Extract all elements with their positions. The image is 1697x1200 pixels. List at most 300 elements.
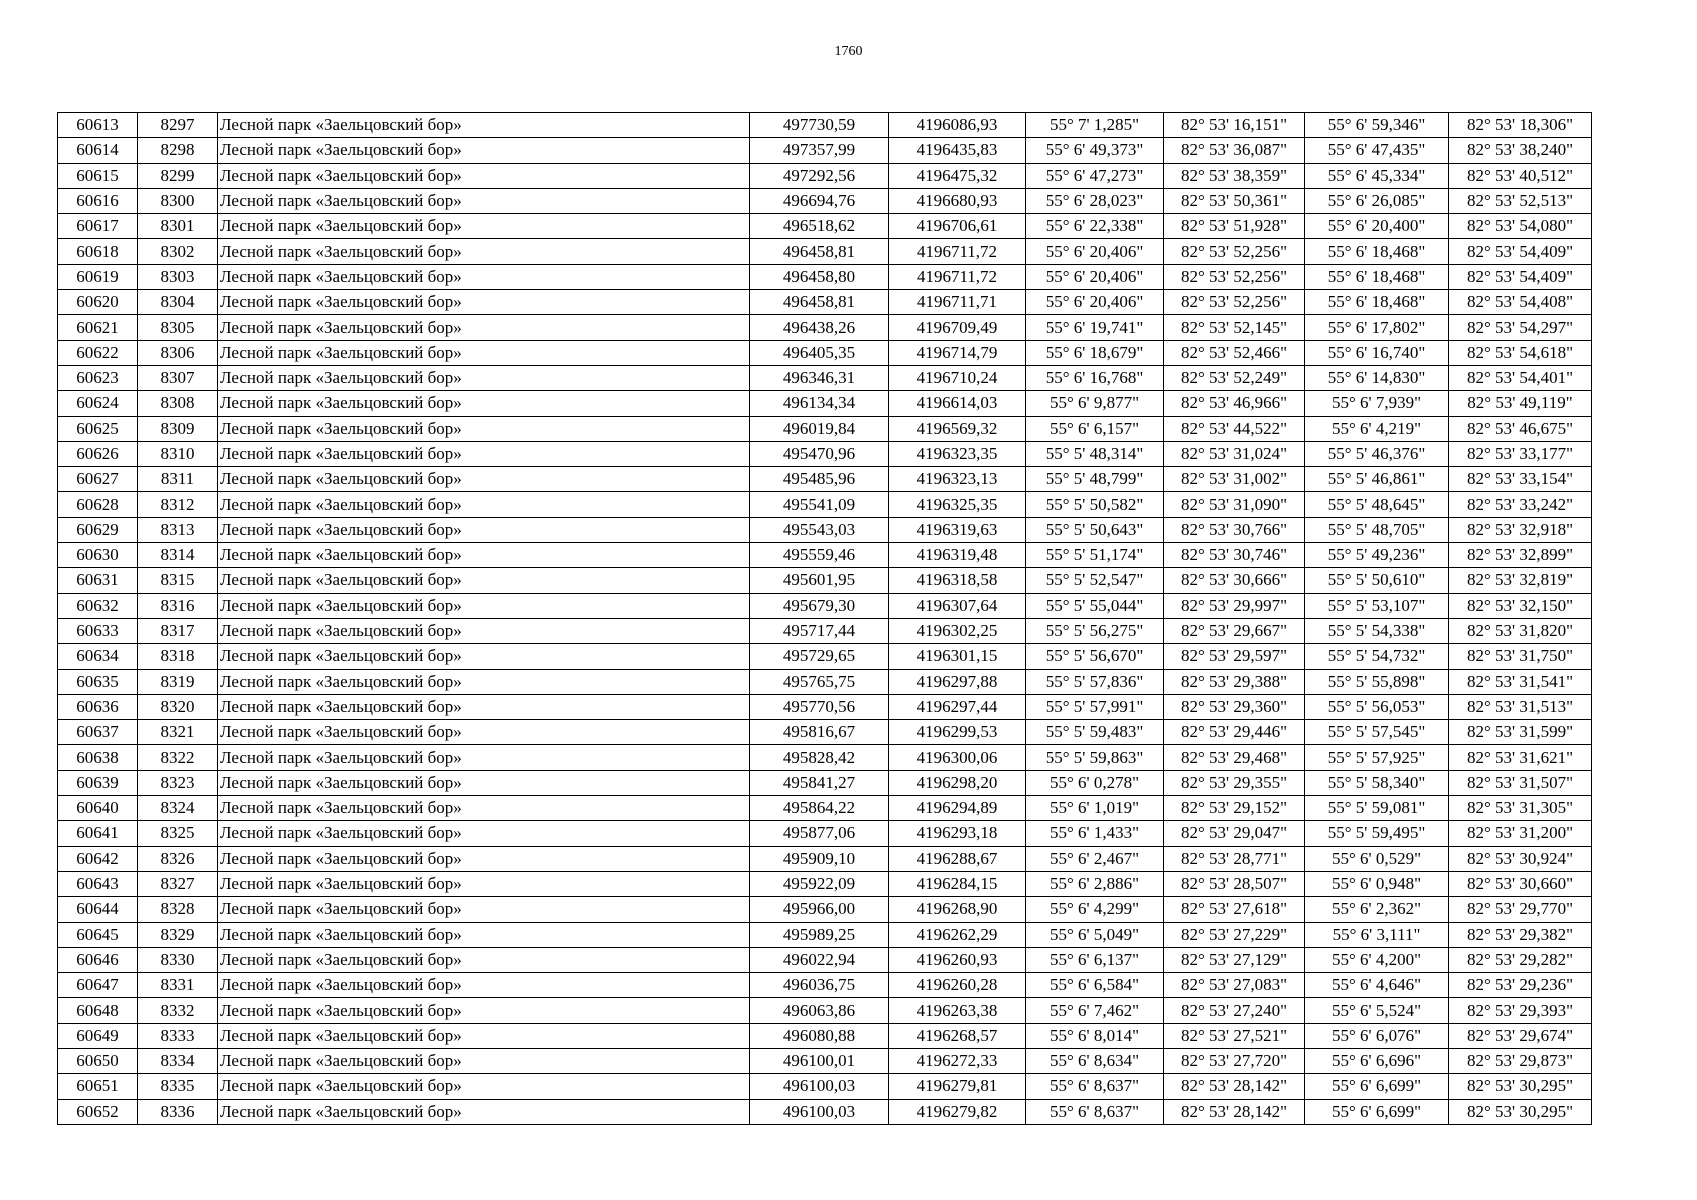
point-number-cell: 8327 bbox=[138, 871, 218, 896]
longitude-cell: 82° 53' 29,997" bbox=[1164, 593, 1305, 618]
latitude-cell: 55° 5' 59,863" bbox=[1026, 745, 1164, 770]
y-coordinate-cell: 4196298,20 bbox=[889, 770, 1026, 795]
longitude-wgs-cell: 82° 53' 29,382" bbox=[1449, 922, 1592, 947]
longitude-cell: 82° 53' 46,966" bbox=[1164, 391, 1305, 416]
longitude-wgs-cell: 82° 53' 31,750" bbox=[1449, 644, 1592, 669]
table-row bbox=[58, 897, 1592, 922]
longitude-wgs-cell: 82° 53' 30,660" bbox=[1449, 871, 1592, 896]
x-coordinate-cell: 496019,84 bbox=[750, 416, 889, 441]
y-coordinate-cell: 4196710,24 bbox=[889, 365, 1026, 390]
point-number-cell: 8304 bbox=[138, 290, 218, 315]
x-coordinate-cell: 495765,75 bbox=[750, 669, 889, 694]
latitude-wgs-cell: 55° 5' 54,338" bbox=[1305, 618, 1449, 643]
point-number-cell: 8330 bbox=[138, 947, 218, 972]
longitude-wgs-cell: 82° 53' 33,177" bbox=[1449, 441, 1592, 466]
point-number-cell: 8323 bbox=[138, 770, 218, 795]
latitude-wgs-cell: 55° 5' 57,545" bbox=[1305, 720, 1449, 745]
latitude-cell: 55° 6' 16,768" bbox=[1026, 365, 1164, 390]
table-row bbox=[58, 821, 1592, 846]
longitude-cell: 82° 53' 52,466" bbox=[1164, 340, 1305, 365]
latitude-cell: 55° 5' 57,836" bbox=[1026, 669, 1164, 694]
latitude-wgs-cell: 55° 5' 58,340" bbox=[1305, 770, 1449, 795]
row-number-cell: 60632 bbox=[58, 593, 138, 618]
y-coordinate-cell: 4196293,18 bbox=[889, 821, 1026, 846]
longitude-cell: 82° 53' 30,766" bbox=[1164, 517, 1305, 542]
longitude-cell: 82° 53' 30,666" bbox=[1164, 568, 1305, 593]
latitude-cell: 55° 6' 49,373" bbox=[1026, 138, 1164, 163]
latitude-cell: 55° 6' 20,406" bbox=[1026, 239, 1164, 264]
point-number-cell: 8301 bbox=[138, 214, 218, 239]
longitude-cell: 82° 53' 28,142" bbox=[1164, 1099, 1305, 1124]
longitude-wgs-cell: 82° 53' 38,240" bbox=[1449, 138, 1592, 163]
longitude-cell: 82° 53' 28,142" bbox=[1164, 1074, 1305, 1099]
x-coordinate-cell: 496100,03 bbox=[750, 1099, 889, 1124]
row-number-cell: 60637 bbox=[58, 720, 138, 745]
y-coordinate-cell: 4196323,13 bbox=[889, 467, 1026, 492]
latitude-wgs-cell: 55° 6' 20,400" bbox=[1305, 214, 1449, 239]
x-coordinate-cell: 496100,03 bbox=[750, 1074, 889, 1099]
y-coordinate-cell: 4196279,82 bbox=[889, 1099, 1026, 1124]
latitude-wgs-cell: 55° 6' 14,830" bbox=[1305, 365, 1449, 390]
point-number-cell: 8322 bbox=[138, 745, 218, 770]
point-number-cell: 8334 bbox=[138, 1048, 218, 1073]
latitude-wgs-cell: 55° 5' 53,107" bbox=[1305, 593, 1449, 618]
y-coordinate-cell: 4196297,88 bbox=[889, 669, 1026, 694]
latitude-cell: 55° 6' 8,634" bbox=[1026, 1048, 1164, 1073]
name-cell: Лесной парк «Заельцовский бор» bbox=[218, 796, 750, 821]
longitude-cell: 82° 53' 16,151" bbox=[1164, 113, 1305, 138]
table-row bbox=[58, 694, 1592, 719]
point-number-cell: 8297 bbox=[138, 113, 218, 138]
longitude-cell: 82° 53' 27,229" bbox=[1164, 922, 1305, 947]
latitude-cell: 55° 6' 8,637" bbox=[1026, 1074, 1164, 1099]
latitude-cell: 55° 6' 8,637" bbox=[1026, 1099, 1164, 1124]
latitude-cell: 55° 6' 4,299" bbox=[1026, 897, 1164, 922]
y-coordinate-cell: 4196300,06 bbox=[889, 745, 1026, 770]
longitude-wgs-cell: 82° 53' 32,819" bbox=[1449, 568, 1592, 593]
latitude-wgs-cell: 55° 6' 5,524" bbox=[1305, 998, 1449, 1023]
latitude-cell: 55° 6' 6,584" bbox=[1026, 973, 1164, 998]
row-number-cell: 60651 bbox=[58, 1074, 138, 1099]
latitude-wgs-cell: 55° 5' 46,376" bbox=[1305, 441, 1449, 466]
y-coordinate-cell: 4196709,49 bbox=[889, 315, 1026, 340]
latitude-cell: 55° 6' 2,886" bbox=[1026, 871, 1164, 896]
longitude-wgs-cell: 82° 53' 31,507" bbox=[1449, 770, 1592, 795]
y-coordinate-cell: 4196279,81 bbox=[889, 1074, 1026, 1099]
latitude-wgs-cell: 55° 6' 0,948" bbox=[1305, 871, 1449, 896]
longitude-cell: 82° 53' 29,446" bbox=[1164, 720, 1305, 745]
x-coordinate-cell: 496063,86 bbox=[750, 998, 889, 1023]
table-row bbox=[58, 163, 1592, 188]
name-cell: Лесной парк «Заельцовский бор» bbox=[218, 264, 750, 289]
x-coordinate-cell: 495485,96 bbox=[750, 467, 889, 492]
y-coordinate-cell: 4196475,32 bbox=[889, 163, 1026, 188]
latitude-wgs-cell: 55° 6' 18,468" bbox=[1305, 239, 1449, 264]
row-number-cell: 60649 bbox=[58, 1023, 138, 1048]
longitude-cell: 82° 53' 51,928" bbox=[1164, 214, 1305, 239]
table-row bbox=[58, 517, 1592, 542]
latitude-wgs-cell: 55° 5' 49,236" bbox=[1305, 543, 1449, 568]
table-row bbox=[58, 467, 1592, 492]
longitude-wgs-cell: 82° 53' 32,899" bbox=[1449, 543, 1592, 568]
row-number-cell: 60622 bbox=[58, 340, 138, 365]
longitude-cell: 82° 53' 27,240" bbox=[1164, 998, 1305, 1023]
point-number-cell: 8311 bbox=[138, 467, 218, 492]
longitude-cell: 82° 53' 29,667" bbox=[1164, 618, 1305, 643]
name-cell: Лесной парк «Заельцовский бор» bbox=[218, 441, 750, 466]
row-number-cell: 60626 bbox=[58, 441, 138, 466]
longitude-cell: 82° 53' 31,090" bbox=[1164, 492, 1305, 517]
y-coordinate-cell: 4196288,67 bbox=[889, 846, 1026, 871]
latitude-cell: 55° 6' 1,433" bbox=[1026, 821, 1164, 846]
x-coordinate-cell: 495909,10 bbox=[750, 846, 889, 871]
longitude-wgs-cell: 82° 53' 29,873" bbox=[1449, 1048, 1592, 1073]
name-cell: Лесной парк «Заельцовский бор» bbox=[218, 998, 750, 1023]
table-row bbox=[58, 214, 1592, 239]
name-cell: Лесной парк «Заельцовский бор» bbox=[218, 138, 750, 163]
name-cell: Лесной парк «Заельцовский бор» bbox=[218, 391, 750, 416]
latitude-wgs-cell: 55° 5' 59,495" bbox=[1305, 821, 1449, 846]
x-coordinate-cell: 495470,96 bbox=[750, 441, 889, 466]
longitude-wgs-cell: 82° 53' 30,924" bbox=[1449, 846, 1592, 871]
point-number-cell: 8305 bbox=[138, 315, 218, 340]
table-row bbox=[58, 113, 1592, 138]
y-coordinate-cell: 4196268,90 bbox=[889, 897, 1026, 922]
table-row bbox=[58, 1048, 1592, 1073]
longitude-cell: 82° 53' 28,507" bbox=[1164, 871, 1305, 896]
row-number-cell: 60634 bbox=[58, 644, 138, 669]
longitude-wgs-cell: 82° 53' 31,305" bbox=[1449, 796, 1592, 821]
latitude-cell: 55° 5' 51,174" bbox=[1026, 543, 1164, 568]
x-coordinate-cell: 496694,76 bbox=[750, 188, 889, 213]
point-number-cell: 8309 bbox=[138, 416, 218, 441]
table-row bbox=[58, 290, 1592, 315]
latitude-cell: 55° 6' 19,741" bbox=[1026, 315, 1164, 340]
table-row bbox=[58, 441, 1592, 466]
y-coordinate-cell: 4196325,35 bbox=[889, 492, 1026, 517]
longitude-wgs-cell: 82° 53' 30,295" bbox=[1449, 1074, 1592, 1099]
x-coordinate-cell: 495541,09 bbox=[750, 492, 889, 517]
longitude-cell: 82° 53' 29,468" bbox=[1164, 745, 1305, 770]
point-number-cell: 8300 bbox=[138, 188, 218, 213]
table-row bbox=[58, 593, 1592, 618]
row-number-cell: 60646 bbox=[58, 947, 138, 972]
table-row bbox=[58, 568, 1592, 593]
longitude-wgs-cell: 82° 53' 31,200" bbox=[1449, 821, 1592, 846]
row-number-cell: 60647 bbox=[58, 973, 138, 998]
latitude-cell: 55° 5' 56,275" bbox=[1026, 618, 1164, 643]
latitude-wgs-cell: 55° 6' 7,939" bbox=[1305, 391, 1449, 416]
point-number-cell: 8313 bbox=[138, 517, 218, 542]
name-cell: Лесной парк «Заельцовский бор» bbox=[218, 239, 750, 264]
table-row bbox=[58, 947, 1592, 972]
row-number-cell: 60625 bbox=[58, 416, 138, 441]
y-coordinate-cell: 4196307,64 bbox=[889, 593, 1026, 618]
table-body bbox=[58, 113, 1592, 1125]
latitude-wgs-cell: 55° 6' 0,529" bbox=[1305, 846, 1449, 871]
latitude-cell: 55° 5' 48,799" bbox=[1026, 467, 1164, 492]
point-number-cell: 8302 bbox=[138, 239, 218, 264]
name-cell: Лесной парк «Заельцовский бор» bbox=[218, 1048, 750, 1073]
name-cell: Лесной парк «Заельцовский бор» bbox=[218, 1099, 750, 1124]
x-coordinate-cell: 496458,80 bbox=[750, 264, 889, 289]
latitude-wgs-cell: 55° 6' 6,699" bbox=[1305, 1099, 1449, 1124]
table-row bbox=[58, 1023, 1592, 1048]
longitude-cell: 82° 53' 52,145" bbox=[1164, 315, 1305, 340]
table-row bbox=[58, 365, 1592, 390]
table-row bbox=[58, 264, 1592, 289]
latitude-cell: 55° 6' 9,877" bbox=[1026, 391, 1164, 416]
name-cell: Лесной парк «Заельцовский бор» bbox=[218, 871, 750, 896]
latitude-cell: 55° 6' 0,278" bbox=[1026, 770, 1164, 795]
longitude-cell: 82° 53' 38,359" bbox=[1164, 163, 1305, 188]
y-coordinate-cell: 4196299,53 bbox=[889, 720, 1026, 745]
latitude-cell: 55° 5' 56,670" bbox=[1026, 644, 1164, 669]
point-number-cell: 8331 bbox=[138, 973, 218, 998]
latitude-wgs-cell: 55° 6' 59,346" bbox=[1305, 113, 1449, 138]
longitude-cell: 82° 53' 31,024" bbox=[1164, 441, 1305, 466]
longitude-wgs-cell: 82° 53' 31,621" bbox=[1449, 745, 1592, 770]
latitude-wgs-cell: 55° 6' 45,334" bbox=[1305, 163, 1449, 188]
latitude-cell: 55° 5' 57,991" bbox=[1026, 694, 1164, 719]
row-number-cell: 60643 bbox=[58, 871, 138, 896]
row-number-cell: 60633 bbox=[58, 618, 138, 643]
name-cell: Лесной парк «Заельцовский бор» bbox=[218, 568, 750, 593]
point-number-cell: 8307 bbox=[138, 365, 218, 390]
latitude-wgs-cell: 55° 5' 55,898" bbox=[1305, 669, 1449, 694]
longitude-cell: 82° 53' 29,152" bbox=[1164, 796, 1305, 821]
longitude-cell: 82° 53' 31,002" bbox=[1164, 467, 1305, 492]
latitude-cell: 55° 7' 1,285" bbox=[1026, 113, 1164, 138]
longitude-wgs-cell: 82° 53' 49,119" bbox=[1449, 391, 1592, 416]
row-number-cell: 60645 bbox=[58, 922, 138, 947]
y-coordinate-cell: 4196319,48 bbox=[889, 543, 1026, 568]
y-coordinate-cell: 4196711,72 bbox=[889, 239, 1026, 264]
y-coordinate-cell: 4196319,63 bbox=[889, 517, 1026, 542]
y-coordinate-cell: 4196323,35 bbox=[889, 441, 1026, 466]
latitude-wgs-cell: 55° 5' 48,705" bbox=[1305, 517, 1449, 542]
point-number-cell: 8312 bbox=[138, 492, 218, 517]
point-number-cell: 8329 bbox=[138, 922, 218, 947]
latitude-wgs-cell: 55° 5' 59,081" bbox=[1305, 796, 1449, 821]
name-cell: Лесной парк «Заельцовский бор» bbox=[218, 770, 750, 795]
table-row bbox=[58, 770, 1592, 795]
longitude-wgs-cell: 82° 53' 29,674" bbox=[1449, 1023, 1592, 1048]
x-coordinate-cell: 495559,46 bbox=[750, 543, 889, 568]
table-row bbox=[58, 416, 1592, 441]
name-cell: Лесной парк «Заельцовский бор» bbox=[218, 214, 750, 239]
row-number-cell: 60640 bbox=[58, 796, 138, 821]
longitude-cell: 82° 53' 29,597" bbox=[1164, 644, 1305, 669]
x-coordinate-cell: 497357,99 bbox=[750, 138, 889, 163]
x-coordinate-cell: 495543,03 bbox=[750, 517, 889, 542]
latitude-wgs-cell: 55° 5' 54,732" bbox=[1305, 644, 1449, 669]
point-number-cell: 8320 bbox=[138, 694, 218, 719]
table-row bbox=[58, 973, 1592, 998]
point-number-cell: 8324 bbox=[138, 796, 218, 821]
name-cell: Лесной парк «Заельцовский бор» bbox=[218, 467, 750, 492]
latitude-wgs-cell: 55° 6' 4,200" bbox=[1305, 947, 1449, 972]
longitude-cell: 82° 53' 50,361" bbox=[1164, 188, 1305, 213]
name-cell: Лесной парк «Заельцовский бор» bbox=[218, 720, 750, 745]
row-number-cell: 60631 bbox=[58, 568, 138, 593]
longitude-cell: 82° 53' 52,249" bbox=[1164, 365, 1305, 390]
y-coordinate-cell: 4196260,93 bbox=[889, 947, 1026, 972]
y-coordinate-cell: 4196263,38 bbox=[889, 998, 1026, 1023]
row-number-cell: 60613 bbox=[58, 113, 138, 138]
x-coordinate-cell: 495717,44 bbox=[750, 618, 889, 643]
longitude-cell: 82° 53' 27,083" bbox=[1164, 973, 1305, 998]
row-number-cell: 60620 bbox=[58, 290, 138, 315]
row-number-cell: 60644 bbox=[58, 897, 138, 922]
row-number-cell: 60621 bbox=[58, 315, 138, 340]
latitude-wgs-cell: 55° 6' 16,740" bbox=[1305, 340, 1449, 365]
x-coordinate-cell: 496518,62 bbox=[750, 214, 889, 239]
name-cell: Лесной парк «Заельцовский бор» bbox=[218, 846, 750, 871]
name-cell: Лесной парк «Заельцовский бор» bbox=[218, 947, 750, 972]
row-number-cell: 60650 bbox=[58, 1048, 138, 1073]
table-row bbox=[58, 998, 1592, 1023]
y-coordinate-cell: 4196262,29 bbox=[889, 922, 1026, 947]
longitude-cell: 82° 53' 52,256" bbox=[1164, 239, 1305, 264]
row-number-cell: 60641 bbox=[58, 821, 138, 846]
x-coordinate-cell: 495966,00 bbox=[750, 897, 889, 922]
table-row bbox=[58, 720, 1592, 745]
longitude-wgs-cell: 82° 53' 31,513" bbox=[1449, 694, 1592, 719]
x-coordinate-cell: 495864,22 bbox=[750, 796, 889, 821]
y-coordinate-cell: 4196260,28 bbox=[889, 973, 1026, 998]
row-number-cell: 60627 bbox=[58, 467, 138, 492]
y-coordinate-cell: 4196714,79 bbox=[889, 340, 1026, 365]
name-cell: Лесной парк «Заельцовский бор» bbox=[218, 593, 750, 618]
y-coordinate-cell: 4196297,44 bbox=[889, 694, 1026, 719]
longitude-cell: 82° 53' 52,256" bbox=[1164, 290, 1305, 315]
point-number-cell: 8325 bbox=[138, 821, 218, 846]
table-row bbox=[58, 543, 1592, 568]
longitude-wgs-cell: 82° 53' 30,295" bbox=[1449, 1099, 1592, 1124]
name-cell: Лесной парк «Заельцовский бор» bbox=[218, 113, 750, 138]
table-row bbox=[58, 796, 1592, 821]
name-cell: Лесной парк «Заельцовский бор» bbox=[218, 416, 750, 441]
name-cell: Лесной парк «Заельцовский бор» bbox=[218, 821, 750, 846]
latitude-wgs-cell: 55° 5' 56,053" bbox=[1305, 694, 1449, 719]
y-coordinate-cell: 4196294,89 bbox=[889, 796, 1026, 821]
longitude-wgs-cell: 82° 53' 31,599" bbox=[1449, 720, 1592, 745]
table-row bbox=[58, 1074, 1592, 1099]
latitude-wgs-cell: 55° 6' 6,699" bbox=[1305, 1074, 1449, 1099]
row-number-cell: 60629 bbox=[58, 517, 138, 542]
longitude-wgs-cell: 82° 53' 54,401" bbox=[1449, 365, 1592, 390]
y-coordinate-cell: 4196318,58 bbox=[889, 568, 1026, 593]
point-number-cell: 8336 bbox=[138, 1099, 218, 1124]
longitude-cell: 82° 53' 29,355" bbox=[1164, 770, 1305, 795]
name-cell: Лесной парк «Заельцовский бор» bbox=[218, 290, 750, 315]
table-row bbox=[58, 391, 1592, 416]
table-row bbox=[58, 492, 1592, 517]
latitude-wgs-cell: 55° 6' 3,111" bbox=[1305, 922, 1449, 947]
latitude-cell: 55° 5' 50,643" bbox=[1026, 517, 1164, 542]
row-number-cell: 60623 bbox=[58, 365, 138, 390]
row-number-cell: 60652 bbox=[58, 1099, 138, 1124]
x-coordinate-cell: 496100,01 bbox=[750, 1048, 889, 1073]
row-number-cell: 60614 bbox=[58, 138, 138, 163]
y-coordinate-cell: 4196435,83 bbox=[889, 138, 1026, 163]
y-coordinate-cell: 4196711,72 bbox=[889, 264, 1026, 289]
row-number-cell: 60630 bbox=[58, 543, 138, 568]
table-row bbox=[58, 315, 1592, 340]
x-coordinate-cell: 496458,81 bbox=[750, 290, 889, 315]
row-number-cell: 60636 bbox=[58, 694, 138, 719]
longitude-wgs-cell: 82° 53' 29,282" bbox=[1449, 947, 1592, 972]
longitude-cell: 82° 53' 30,746" bbox=[1164, 543, 1305, 568]
longitude-cell: 82° 53' 27,129" bbox=[1164, 947, 1305, 972]
x-coordinate-cell: 497292,56 bbox=[750, 163, 889, 188]
x-coordinate-cell: 495877,06 bbox=[750, 821, 889, 846]
latitude-wgs-cell: 55° 5' 50,610" bbox=[1305, 568, 1449, 593]
x-coordinate-cell: 496405,35 bbox=[750, 340, 889, 365]
x-coordinate-cell: 496458,81 bbox=[750, 239, 889, 264]
longitude-wgs-cell: 82° 53' 29,393" bbox=[1449, 998, 1592, 1023]
name-cell: Лесной парк «Заельцовский бор» bbox=[218, 188, 750, 213]
longitude-wgs-cell: 82° 53' 54,080" bbox=[1449, 214, 1592, 239]
latitude-wgs-cell: 55° 6' 17,802" bbox=[1305, 315, 1449, 340]
longitude-cell: 82° 53' 29,360" bbox=[1164, 694, 1305, 719]
point-number-cell: 8298 bbox=[138, 138, 218, 163]
point-number-cell: 8326 bbox=[138, 846, 218, 871]
longitude-cell: 82° 53' 44,522" bbox=[1164, 416, 1305, 441]
name-cell: Лесной парк «Заельцовский бор» bbox=[218, 543, 750, 568]
point-number-cell: 8316 bbox=[138, 593, 218, 618]
latitude-wgs-cell: 55° 6' 6,076" bbox=[1305, 1023, 1449, 1048]
latitude-wgs-cell: 55° 6' 2,362" bbox=[1305, 897, 1449, 922]
table-row bbox=[58, 188, 1592, 213]
latitude-wgs-cell: 55° 6' 18,468" bbox=[1305, 264, 1449, 289]
point-number-cell: 8314 bbox=[138, 543, 218, 568]
name-cell: Лесной парк «Заельцовский бор» bbox=[218, 897, 750, 922]
name-cell: Лесной парк «Заельцовский бор» bbox=[218, 644, 750, 669]
longitude-wgs-cell: 82° 53' 33,154" bbox=[1449, 467, 1592, 492]
latitude-cell: 55° 5' 48,314" bbox=[1026, 441, 1164, 466]
longitude-wgs-cell: 82° 53' 29,770" bbox=[1449, 897, 1592, 922]
longitude-wgs-cell: 82° 53' 31,541" bbox=[1449, 669, 1592, 694]
latitude-wgs-cell: 55° 6' 6,696" bbox=[1305, 1048, 1449, 1073]
y-coordinate-cell: 4196569,32 bbox=[889, 416, 1026, 441]
latitude-cell: 55° 6' 5,049" bbox=[1026, 922, 1164, 947]
x-coordinate-cell: 496022,94 bbox=[750, 947, 889, 972]
point-number-cell: 8310 bbox=[138, 441, 218, 466]
y-coordinate-cell: 4196301,15 bbox=[889, 644, 1026, 669]
longitude-wgs-cell: 82° 53' 46,675" bbox=[1449, 416, 1592, 441]
latitude-cell: 55° 6' 2,467" bbox=[1026, 846, 1164, 871]
row-number-cell: 60628 bbox=[58, 492, 138, 517]
y-coordinate-cell: 4196268,57 bbox=[889, 1023, 1026, 1048]
y-coordinate-cell: 4196302,25 bbox=[889, 618, 1026, 643]
name-cell: Лесной парк «Заельцовский бор» bbox=[218, 492, 750, 517]
y-coordinate-cell: 4196086,93 bbox=[889, 113, 1026, 138]
row-number-cell: 60618 bbox=[58, 239, 138, 264]
latitude-wgs-cell: 55° 6' 18,468" bbox=[1305, 290, 1449, 315]
table-row bbox=[58, 340, 1592, 365]
latitude-cell: 55° 5' 55,044" bbox=[1026, 593, 1164, 618]
longitude-wgs-cell: 82° 53' 33,242" bbox=[1449, 492, 1592, 517]
name-cell: Лесной парк «Заельцовский бор» bbox=[218, 163, 750, 188]
longitude-cell: 82° 53' 36,087" bbox=[1164, 138, 1305, 163]
table-row bbox=[58, 239, 1592, 264]
x-coordinate-cell: 495729,65 bbox=[750, 644, 889, 669]
point-number-cell: 8319 bbox=[138, 669, 218, 694]
latitude-cell: 55° 6' 47,273" bbox=[1026, 163, 1164, 188]
latitude-cell: 55° 6' 28,023" bbox=[1026, 188, 1164, 213]
